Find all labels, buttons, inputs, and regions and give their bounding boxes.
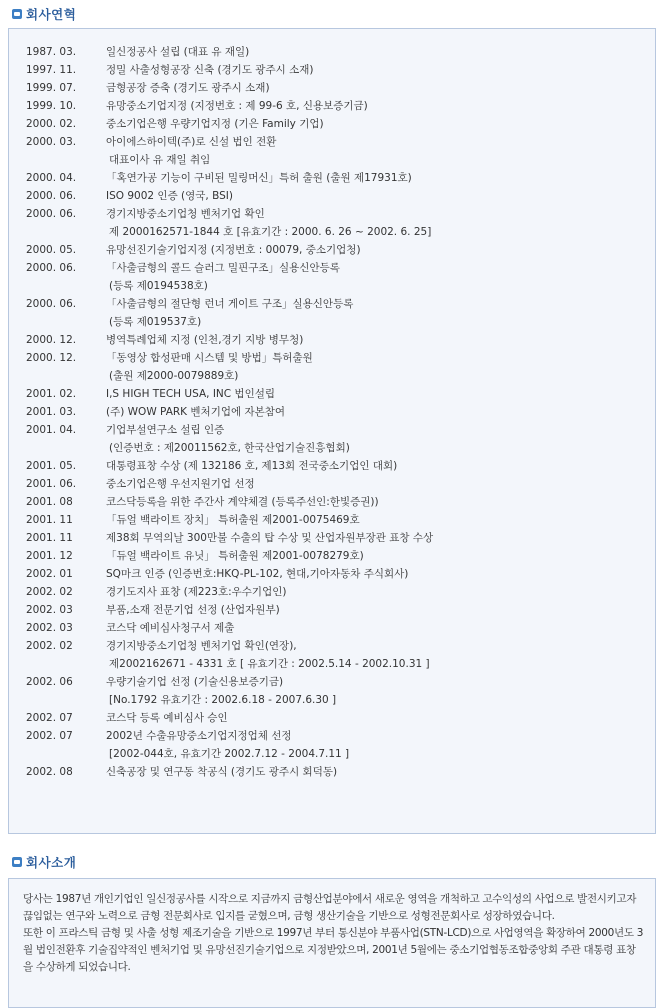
history-row — [9, 241, 655, 259]
history-row — [9, 61, 655, 79]
history-event-text: 코스닥등록을 위한 주간사 계약체결 (등록주선인:한빛증권)) — [106, 496, 379, 508]
history-event-detail: 제2002162671 - 4331 호 [ 유효기간 : 2002.5.14 - 2002.10.31 ] — [109, 658, 430, 670]
history-row — [9, 97, 655, 115]
history-date: 2002. 01 — [26, 568, 73, 580]
history-row — [9, 115, 655, 133]
history-event-text: 금형공장 증축 (경기도 광주시 소재) — [106, 82, 270, 94]
history-event-text: 부품,소재 전문기업 선정 (산업자원부) — [106, 604, 280, 616]
history-event-detail: 대표이사 유 재일 취임 — [109, 154, 211, 166]
history-event — [106, 601, 655, 619]
bullet-icon — [12, 857, 22, 867]
history-event — [106, 475, 655, 493]
history-event — [106, 727, 655, 763]
history-row — [9, 43, 655, 61]
history-event-text: 정밀 사출성형공장 신축 (경기도 광주시 소재) — [106, 64, 314, 76]
history-date: 2000. 06. — [26, 190, 77, 202]
history-event-text: 2002년 수출유망중소기업지정업체 선정 — [106, 730, 292, 742]
history-row — [9, 493, 655, 511]
history-row — [9, 349, 655, 385]
history-date: 2002. 07 — [26, 730, 73, 742]
history-date: 2002. 08 — [26, 766, 73, 778]
history-event-text: 유망중소기업지정 (지정번호 : 제 99-6 호, 신용보증기금) — [106, 100, 368, 112]
history-event-text: ISO 9002 인증 (영국, BSI) — [106, 190, 233, 202]
history-event-text: 경기지방중소기업청 벤처기업 확인 — [106, 208, 265, 220]
history-event-detail: [2002-044호, 유효기간 2002.7.12 - 2004.7.11 ] — [109, 748, 350, 760]
history-event — [106, 673, 655, 709]
history-row — [9, 169, 655, 187]
history-date: 2000. 04. — [26, 172, 77, 184]
history-event-text: 아이에스하이텍(주)로 신설 법인 전환 — [106, 136, 277, 148]
history-event-text: 중소기업은행 우량기업지정 (기은 Family 기업) — [106, 118, 324, 130]
history-event — [106, 241, 655, 259]
history-row — [9, 601, 655, 619]
history-date: 2000. 02. — [26, 118, 77, 130]
history-event — [106, 349, 655, 385]
history-event-detail: (등록 제019537호) — [109, 316, 202, 328]
history-event-text: 병역특례업체 지정 (인천,경기 지방 병무청) — [106, 334, 304, 346]
history-event — [106, 295, 655, 331]
history-event — [106, 61, 655, 79]
history-event — [106, 403, 655, 421]
history-row — [9, 511, 655, 529]
history-event — [106, 493, 655, 511]
history-row — [9, 637, 655, 673]
history-event-text: 「듀얼 백라이트 유닛」 특허출원 제2001-0078279호) — [106, 550, 364, 562]
history-date: 2000. 05. — [26, 244, 77, 256]
history-event-detail: (등록 제0194538호) — [109, 280, 208, 292]
history-event-text: 신축공장 및 연구동 착공식 (경기도 광주시 회덕동) — [106, 766, 338, 778]
history-row — [9, 187, 655, 205]
history-event-text: 「사출금형의 절단형 런너 게이트 구조」실용신안등록 — [106, 298, 354, 310]
history-date: 2002. 07 — [26, 712, 73, 724]
history-event — [106, 133, 655, 169]
history-event-text: I,S HIGH TECH USA, INC 법인설립 — [106, 388, 276, 400]
history-event — [106, 169, 655, 187]
history-event-text: 일신정공사 설립 (대표 유 재일) — [106, 46, 250, 58]
history-event-text: 경기지방중소기업청 벤처기업 확인(연장), — [106, 640, 297, 652]
history-row — [9, 565, 655, 583]
history-row — [9, 421, 655, 457]
history-event-text: 「듀얼 백라이트 장치」 특허출원 제2001-0075469호 — [106, 514, 360, 526]
history-date: 1987. 03. — [26, 46, 77, 58]
intro-title: 회사소개 — [26, 855, 77, 870]
history-row — [9, 583, 655, 601]
history-event — [106, 79, 655, 97]
history-date: 2000. 12. — [26, 334, 77, 346]
history-event — [106, 43, 655, 61]
history-date: 2000. 06. — [26, 298, 77, 310]
history-date: 2002. 03 — [26, 604, 73, 616]
history-row — [9, 403, 655, 421]
history-event-text: 유망선진기술기업지정 (지정번호 : 00079, 중소기업청) — [106, 244, 361, 256]
history-event — [106, 709, 655, 727]
history-row — [9, 259, 655, 295]
history-event — [106, 637, 655, 673]
history-event-text: SQ마크 인증 (인증번호:HKQ-PL-102, 현대,기아자동차 주식회사) — [106, 568, 409, 580]
history-event — [106, 511, 655, 529]
history-event-text: (주) WOW PARK 벤처기업에 자본참여 — [106, 406, 286, 418]
history-row — [9, 727, 655, 763]
history-event-text: 대통령표창 수상 (제 132186 호, 제13회 전국중소기업인 대회) — [106, 460, 398, 472]
history-date: 2002. 03 — [26, 622, 73, 634]
history-event — [106, 259, 655, 295]
history-date: 2002. 02 — [26, 586, 73, 598]
history-event — [106, 547, 655, 565]
history-event — [106, 583, 655, 601]
history-event-text: 중소기업은행 우선지원기업 선정 — [106, 478, 255, 490]
history-event — [106, 97, 655, 115]
history-event-text: 기업부설연구소 설립 인증 — [106, 424, 225, 436]
history-title: 회사연혁 — [26, 7, 77, 22]
history-row — [9, 133, 655, 169]
history-row — [9, 475, 655, 493]
bullet-icon — [12, 9, 22, 19]
history-date: 2000. 06. — [26, 262, 77, 274]
history-row — [9, 529, 655, 547]
history-date: 2001. 12 — [26, 550, 73, 562]
history-event-text: 「사출금형의 콜드 슬러그 밀핀구조」실용신안등록 — [106, 262, 340, 274]
history-row — [9, 763, 655, 781]
history-event-text: 제38회 무역의날 300만불 수출의 탑 수상 및 산업자원부장관 표창 수상 — [106, 532, 434, 544]
history-date: 2000. 12. — [26, 352, 77, 364]
history-date: 2001. 03. — [26, 406, 77, 418]
history-box — [8, 28, 656, 834]
history-header — [12, 4, 76, 24]
history-event — [106, 331, 655, 349]
history-event — [106, 421, 655, 457]
history-event-detail: (인증번호 : 제20011562호, 한국산업기술진흥협회) — [109, 442, 350, 454]
history-event — [106, 619, 655, 637]
history-event — [106, 529, 655, 547]
history-event-text: 경기도지사 표창 (제223호:우수기업인) — [106, 586, 287, 598]
history-row — [9, 79, 655, 97]
history-date: 2002. 06 — [26, 676, 73, 688]
history-date: 2001. 02. — [26, 388, 77, 400]
history-row — [9, 457, 655, 475]
history-date: 2001. 04. — [26, 424, 77, 436]
history-event — [106, 187, 655, 205]
intro-box — [8, 878, 656, 1008]
history-date: 2000. 06. — [26, 208, 77, 220]
history-row — [9, 673, 655, 709]
history-row — [9, 385, 655, 403]
history-event — [106, 763, 655, 781]
history-event — [106, 565, 655, 583]
history-date: 2001. 08 — [26, 496, 73, 508]
history-date: 2001. 05. — [26, 460, 77, 472]
intro-header — [12, 852, 76, 872]
history-event — [106, 115, 655, 133]
history-event-text: 코스닥 예비심사청구서 제출 — [106, 622, 235, 634]
history-event-text: 우량기술기업 선정 (기술신용보증기금) — [106, 676, 284, 688]
history-event-detail: [No.1792 유효기간 : 2002.6.18 - 2007.6.30 ] — [109, 694, 337, 706]
intro-paragraph-1: 당사는 1987년 개인기업인 일신정공사를 시작으로 지금까지 금형산업분야에서 새로운 영역을 개척하고 고수익성의 사업으로 발전시키고자 끊임없는 연구와 노력으로 금형 전문회사로 입지를 굳혔으며, 금형 생산기술을 기반으로 성형전문회사로 성장하였습니다. — [23, 893, 637, 922]
intro-paragraph-2: 또한 이 프라스틱 금형 및 사출 성형 제조기술을 기반으로 1997년 부터 통신분야 부품사업(STN-LCD)으로 사업영역을 확장하여 2000년도 3월 법인전환후 기술집약적인 벤처기업 및 유망선진기술기업으로 지정받았으며, 2001년 5월에는 중소기업협동조합중앙회 주관 대통령 표창을 수상하게 되었습니다. — [23, 927, 644, 973]
history-event — [106, 457, 655, 475]
history-row — [9, 709, 655, 727]
history-list — [9, 43, 655, 781]
history-event-text: 코스닥 등록 예비심사 승인 — [106, 712, 228, 724]
history-date: 2001. 06. — [26, 478, 77, 490]
history-event-detail: 제 2000162571-1844 호 [유효기간 : 2000. 6. 26 ~ 2002. 6. 25] — [109, 226, 432, 238]
history-row — [9, 619, 655, 637]
history-event — [106, 385, 655, 403]
history-event-text: 「혹연가공 기능이 구비된 밀링머신」특허 출원 (출원 제17931호) — [106, 172, 412, 184]
history-date: 1999. 07. — [26, 82, 77, 94]
history-row — [9, 547, 655, 565]
history-event-text: 「동영상 합성판매 시스템 및 방법」특허출원 — [106, 352, 313, 364]
history-date: 2000. 03. — [26, 136, 77, 148]
history-date: 2001. 11 — [26, 514, 73, 526]
history-event — [106, 205, 655, 241]
history-date: 1997. 11. — [26, 64, 77, 76]
history-date: 1999. 10. — [26, 100, 77, 112]
history-date: 2001. 11 — [26, 532, 73, 544]
history-event-detail: (출원 제2000-0079889호) — [109, 370, 239, 382]
history-row — [9, 331, 655, 349]
history-row — [9, 205, 655, 241]
history-row — [9, 295, 655, 331]
history-date: 2002. 02 — [26, 640, 73, 652]
